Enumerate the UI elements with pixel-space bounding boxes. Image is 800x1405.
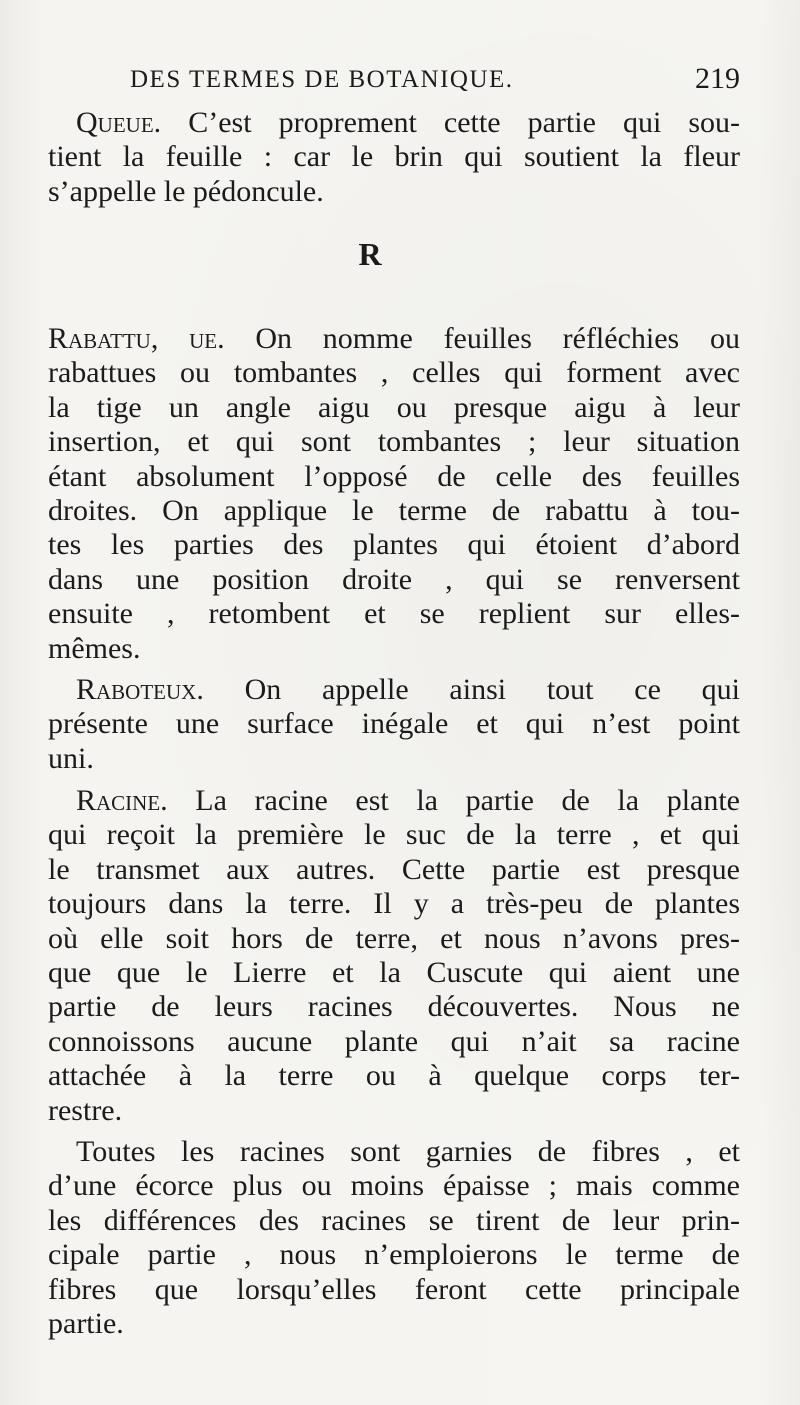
text-line: la tige un angle aigu ou presque aigu à leur: [48, 390, 740, 424]
text-line: cipale partie , nous n’emploierons le terme de: [48, 1238, 740, 1272]
text-line: droites. On applique le terme de rabattu à tou-: [48, 494, 740, 528]
running-head-title: DES TERMES DE BOTANIQUE.: [130, 66, 514, 93]
text-line: le transmet aux autres. Cette partie est presque: [48, 852, 740, 886]
text-line: partie de leurs racines découvertes. Nous ne: [48, 990, 740, 1024]
entry-term: Queue.: [76, 106, 162, 139]
text-line: d’une écorce plus ou moins épaisse ; mais comme: [48, 1169, 740, 1203]
text-line: toujours dans la terre. Il y a très-peu de plantes: [48, 887, 740, 921]
text-line: tes les parties des plantes qui étoient d’abord: [48, 528, 740, 562]
text-line: tient la feuille : car le brin qui soutient la fleur: [48, 140, 740, 174]
entry-term: Rabattu, ue.: [48, 322, 225, 355]
text-line: partie.: [48, 1307, 124, 1341]
text-line: insertion, et qui sont tombantes ; leur situation: [48, 425, 740, 459]
running-head: [130, 62, 740, 102]
text-line: Rabattu, ue. On nomme feuilles réfléchies ou: [48, 322, 740, 355]
text-line: qui reçoit la première le suc de la terre , et qui: [48, 818, 740, 852]
entry-rabattu: [48, 322, 740, 666]
text-line: les différences des racines se tirent de leur prin-: [48, 1203, 740, 1237]
text-line: que que le Lierre et la Cuscute qui aient une: [48, 956, 740, 990]
text-line: restre.: [48, 1093, 123, 1127]
text-line: Toutes les racines sont garnies de fibres , et: [76, 1135, 740, 1168]
page-number: 219: [695, 62, 740, 95]
text-line: ensuite , retombent et se replient sur elles-: [48, 597, 740, 631]
text-line: mêmes.: [48, 631, 141, 665]
entry-raboteux: [48, 673, 740, 776]
text-line: s’appelle le pédoncule.: [48, 174, 324, 208]
text-line: présente une surface inégale et qui n’est point: [48, 707, 740, 741]
text-line: Queue. C’est proprement cette partie qui sou-: [76, 106, 740, 139]
section-letter: R: [358, 236, 382, 272]
paragraph-toutes: [48, 1135, 740, 1341]
text-line: fibres que lorsqu’elles feront cette principale: [48, 1272, 740, 1306]
text-line: attachée à la terre ou à quelque corps ter-: [48, 1059, 740, 1093]
text-line: où elle soit hors de terre, et nous n’avons pres-: [48, 921, 740, 955]
text-line: Racine. La racine est la partie de la plante: [76, 784, 740, 817]
entry-term: Racine.: [76, 784, 168, 817]
entry-racine: [48, 784, 740, 1128]
text-line: Raboteux. On appelle ainsi tout ce qui: [76, 673, 740, 706]
text-line: dans une position droite , qui se renversent: [48, 562, 740, 596]
entry-queue: [48, 106, 740, 209]
text-line: rabattues ou tombantes , celles qui forment avec: [48, 356, 740, 390]
text-line: étant absolument l’opposé de celle des feuilles: [48, 459, 740, 493]
entry-term: Raboteux.: [76, 673, 204, 706]
text-line: uni.: [48, 741, 94, 775]
text-line: connoissons aucune plante qui n’ait sa racine: [48, 1024, 740, 1058]
